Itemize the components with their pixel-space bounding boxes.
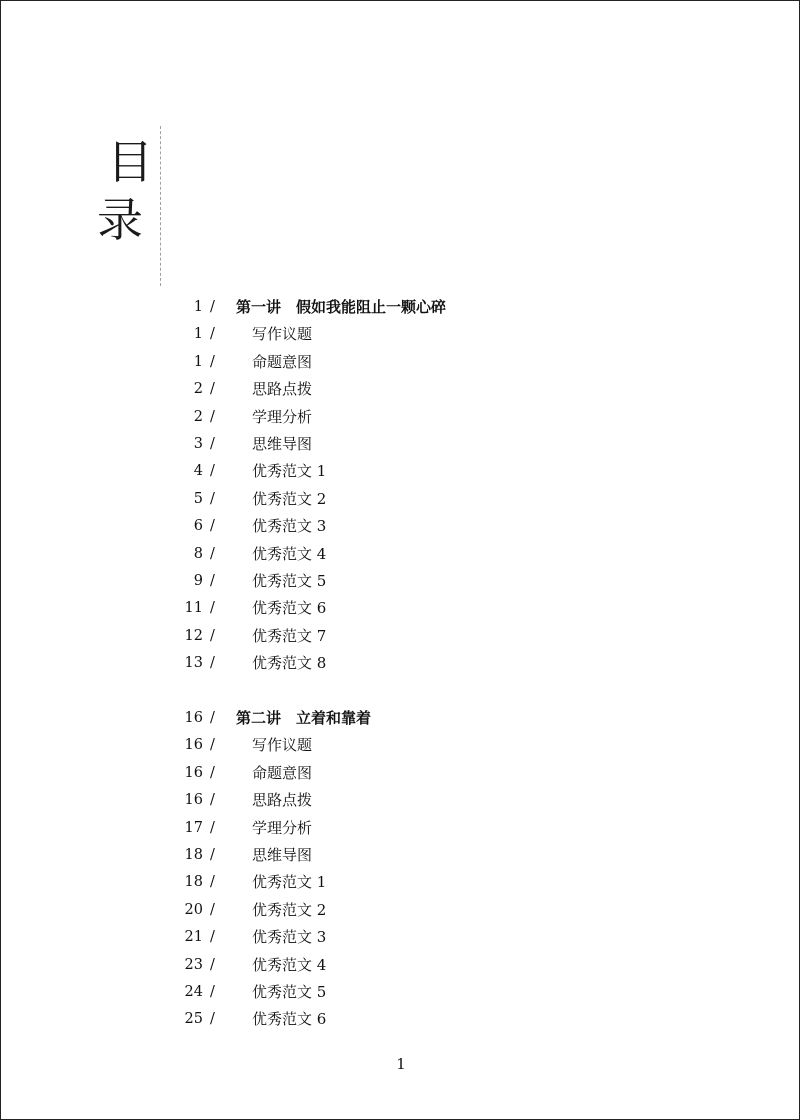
toc-separator: / [210,353,215,370]
toc-separator: / [210,299,215,315]
toc-entry[interactable] [1,376,800,403]
toc-entry-title: 优秀范文 5 [252,982,327,1001]
toc-entry-title: 第一讲 假如我能阻止一颗心碎 [236,298,447,316]
toc-page-number: 4 [193,463,203,480]
toc-page-number: 16 [184,792,203,809]
toc-entry-title: 优秀范文 7 [252,626,327,645]
toc-entry[interactable] [1,869,800,896]
toc-page-number: 6 [193,518,203,535]
toc-entry[interactable] [1,486,800,513]
toc-entry[interactable] [1,458,800,485]
toc-entry[interactable] [1,952,800,979]
toc-page-number: 16 [184,737,203,754]
toc-separator: / [210,490,215,507]
toc-entry[interactable] [1,321,800,348]
toc-separator: / [210,929,215,946]
toc-page-number: 13 [184,655,203,672]
toc-list [1,294,800,1034]
toc-entry-title: 优秀范文 6 [252,599,327,618]
toc-separator: / [210,572,215,589]
toc-page-number: 2 [193,381,203,398]
toc-page-number: 12 [184,627,203,644]
toc-entry-title: 第二讲 立着和靠着 [236,709,372,728]
toc-page-number: 16 [184,710,203,727]
toc-page-number: 1 [193,326,203,343]
toc-entry-title: 优秀范文 1 [252,462,327,481]
toc-page-number: 18 [184,847,203,864]
toc-entry[interactable] [1,897,800,924]
toc-page-number: 21 [184,929,203,946]
toc-entry-title: 优秀范文 1 [252,873,327,892]
toc-separator: / [210,1011,215,1028]
toc-page-number: 16 [184,764,203,781]
toc-entry[interactable] [1,595,800,622]
toc-entry[interactable] [1,979,800,1006]
toc-entry-title: 优秀范文 4 [252,955,327,974]
toc-entry-title: 思路点拨 [252,380,313,399]
toc-entry-title: 优秀范文 8 [252,654,327,673]
toc-entry-title: 写作议题 [252,736,313,755]
toc-entry-title: 优秀范文 3 [252,517,327,536]
toc-separator: / [210,737,215,754]
toc-page-number: 9 [193,572,203,589]
toc-page-number: 2 [193,408,203,425]
toc-entry[interactable] [1,349,800,376]
toc-entry-title: 命题意图 [252,352,313,371]
toc-entry-title: 学理分析 [252,818,313,837]
toc-entry[interactable] [1,568,800,595]
toc-entry[interactable] [1,541,800,568]
toc-entry[interactable] [1,815,800,842]
toc-heading-char-1: 目 [107,135,153,189]
toc-separator: / [210,408,215,425]
toc-entry-title: 优秀范文 6 [252,1010,327,1029]
toc-page-number: 1 [193,353,203,370]
toc-entry-title: 优秀范文 2 [252,900,327,919]
toc-entry[interactable] [1,924,800,951]
toc-entry-title: 思维导图 [252,846,313,865]
toc-entry[interactable] [1,650,800,677]
toc-page-number: 18 [184,874,203,891]
toc-entry[interactable] [1,787,800,814]
toc-page-number: 11 [184,600,203,617]
toc-page-number: 17 [184,819,203,836]
toc-separator: / [210,874,215,891]
toc-separator: / [210,326,215,343]
toc-entry-title: 优秀范文 3 [252,928,327,947]
toc-entry[interactable] [1,732,800,759]
toc-separator: / [210,435,215,452]
toc-separator: / [210,983,215,1000]
toc-separator: / [210,600,215,617]
toc-page-number: 3 [193,435,203,452]
toc-page-number: 8 [193,545,203,562]
toc-page-number: 25 [184,1011,203,1028]
toc-entry[interactable] [1,623,800,650]
toc-entry-title: 写作议题 [252,325,313,344]
toc-separator: / [210,381,215,398]
toc-entry[interactable] [1,513,800,540]
toc-entry-title: 思维导图 [252,434,313,453]
heading-divider [160,126,161,286]
toc-separator: / [210,518,215,535]
toc-page-number: 1 [193,299,203,315]
toc-separator: / [210,819,215,836]
toc-separator: / [210,655,215,672]
section-gap [1,677,800,705]
toc-separator: / [210,956,215,973]
toc-separator: / [210,847,215,864]
toc-page-number: 20 [184,901,203,918]
toc-entry[interactable] [1,1006,800,1033]
toc-entry-title: 优秀范文 2 [252,489,327,508]
toc-separator: / [210,627,215,644]
toc-separator: / [210,463,215,480]
toc-separator: / [210,792,215,809]
toc-page-number: 24 [184,983,203,1000]
toc-entry-title: 思路点拨 [252,791,313,810]
toc-separator: / [210,764,215,781]
page-number: 1 [396,1055,406,1073]
toc-entry-title: 学理分析 [252,407,313,426]
toc-entry-title: 优秀范文 4 [252,544,327,563]
toc-separator: / [210,545,215,562]
toc-separator: / [210,710,215,727]
toc-chapter-entry[interactable] [1,294,800,321]
toc-entry[interactable] [1,760,800,787]
toc-heading-char-2: 录 [97,193,143,247]
toc-entry-title: 优秀范文 5 [252,571,327,590]
toc-entry[interactable] [1,431,800,458]
toc-separator: / [210,901,215,918]
toc-entry[interactable] [1,842,800,869]
toc-entry-title: 命题意图 [252,763,313,782]
toc-page-number: 23 [184,956,203,973]
toc-entry[interactable] [1,404,800,431]
toc-heading [97,133,153,249]
toc-chapter-entry[interactable] [1,705,800,732]
toc-page-number: 5 [193,490,203,507]
